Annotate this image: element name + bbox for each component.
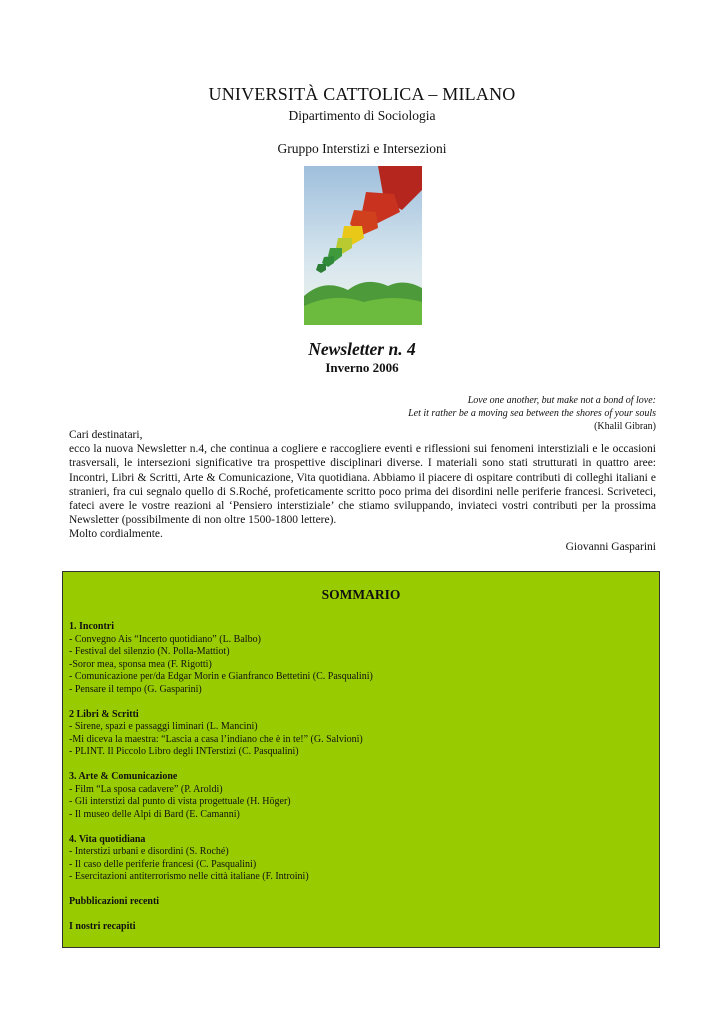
summary-contacts: I nostri recapiti <box>69 921 136 932</box>
newsletter-title: Newsletter n. 4 <box>308 339 416 359</box>
summary-item: - Sirene, spazi e passaggi liminari (L. Mancini) <box>69 721 258 732</box>
logo-front-hills <box>304 298 422 325</box>
summary-item: - Interstizi urbani e disordini (S. Roché) <box>69 846 229 857</box>
summary-item: - Film “La sposa cadavere” (P. Aroldi) <box>69 783 223 795</box>
newsletter-season: Inverno 2006 <box>325 360 399 375</box>
summary-section-libri <box>69 709 373 759</box>
summary-item: - Esercitazioni antiterrorismo nelle città italiane (F. Introini) <box>69 871 309 882</box>
epigraph-author: (Khalil Gibran) <box>594 421 656 432</box>
epigraph-line-1: Love one another, but make not a bond of love: <box>467 395 656 406</box>
group-name: Gruppo Interstizi e Intersezioni <box>277 141 447 156</box>
letter-greeting: Cari destinatari, <box>69 429 143 441</box>
editor-letter <box>69 428 656 542</box>
summary-item: - Gli interstizi dal punto di vista progettuale (H. Höger) <box>69 796 291 807</box>
section-title: 4. Vita quotidiana <box>69 833 146 845</box>
summary-publications: Pubblicazioni recenti <box>69 896 160 907</box>
section-title: 1. Incontri <box>69 621 114 632</box>
section-title: 2 Libri & Scritti <box>69 708 139 720</box>
summary-section-vita <box>69 834 373 884</box>
summary-section-arte <box>69 771 373 821</box>
summary-item: - Comunicazione per/da Edgar Morin e Gianfranco Bettetini (C. Pasqualini) <box>69 671 373 682</box>
summary-item: - Il museo delle Alpi di Bard (E. Camanni) <box>69 808 240 820</box>
letter-signature: Giovanni Gasparini <box>565 541 656 553</box>
summary-item: - Convegno Ais “Incerto quotidiano” (L. Balbo) <box>69 633 261 645</box>
epigraph-line-2: Let it rather be a moving sea between the shores of your souls <box>408 408 656 419</box>
university-title: UNIVERSITÀ CATTOLICA – MILANO <box>208 84 516 104</box>
newsletter-logo-image <box>304 166 422 325</box>
summary-item: -Mi diceva la maestra: “Lascia a casa l’indiano che è in te!” (G. Salvioni) <box>69 733 363 745</box>
summary-section-incontri <box>69 621 373 696</box>
summary-list <box>69 621 373 946</box>
letter-closing: Molto cordialmente. <box>69 528 163 541</box>
summary-item: - Pensare il tempo (G. Gasparini) <box>69 683 202 695</box>
summary-item: -Soror mea, sponsa mea (F. Rigotti) <box>69 658 212 670</box>
summary-title: SOMMARIO <box>321 587 401 602</box>
letter-body: ecco la nuova Newsletter n.4, che continua a cogliere e raccogliere eventi e riflessioni sui fenomeni interstiziali e le occasioni trasversali, le intersezioni significative tra prospettive disciplinari diverse. I materiali sono stati strutturati in quattro aree: Incontri, Libri & Scritti, Arte & Comunicazione, Vita quotidiana. Abbiamo il piacere di ospitare contributi di colleghi italiani e stranieri, fra cui segnalo quello di S.Roché, profeticamente scritto poco prima dei disordini nelle periferie francesi. Scriveteci, fateci avere le vostre reazioni al ‘Pensiero interstiziale’ che stiamo sviluppando, inviateci vostri contributi per la prossima Newsletter (possibilmente di non oltre 1500-1800 lettere). <box>69 443 656 527</box>
summary-item: - Il caso delle periferie francesi (C. Pasqualini) <box>69 858 257 870</box>
summary-item: - Festival del silenzio (N. Polla-Mattiot) <box>69 646 230 657</box>
summary-item: - PLINT. Il Piccolo Libro degli INTerstizi (C. Pasqualini) <box>69 746 299 757</box>
section-title: 3. Arte & Comunicazione <box>69 771 178 782</box>
department-name: Dipartimento di Sociologia <box>288 108 436 123</box>
summary-box <box>62 571 660 948</box>
